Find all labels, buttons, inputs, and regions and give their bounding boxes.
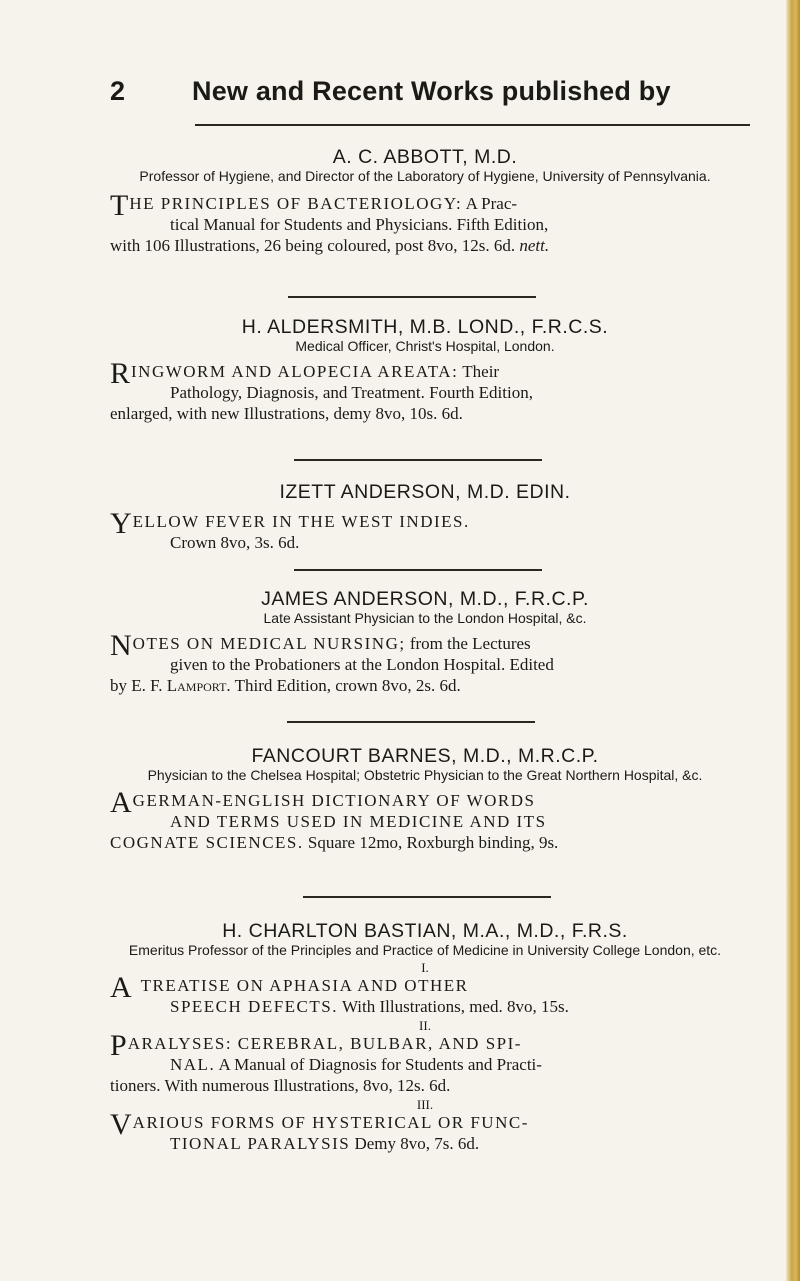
book-desc-line2: Pathology, Diagnosis, and Treatment. Fourth Edition, — [170, 383, 533, 402]
drop-initial: T — [110, 189, 129, 222]
book-editor-prefix: by E. F. — [110, 676, 163, 695]
book-title: INGWORM AND ALOPECIA AREATA: — [131, 362, 459, 381]
section-rule — [294, 459, 542, 461]
book-listing — [110, 629, 740, 696]
book-title: GERMAN-ENGLISH DICTIONARY OF WORDS — [132, 791, 536, 810]
book-listing — [110, 507, 740, 553]
book-desc-line3: tioners. With numerous Illustrations, 8vo, 12s. 6d. — [110, 1076, 451, 1095]
author-affiliation: Physician to the Chelsea Hospital; Obstetric Physician to the Great Northern Hospital, &c. — [147, 767, 703, 783]
book-desc-line2 — [170, 996, 740, 1017]
book-title-cont: SPEECH DEFECTS. — [170, 997, 338, 1016]
page-edge — [786, 0, 800, 1281]
author-affiliation: Professor of Hygiene, and Director of the Laboratory of Hygiene, University of Pennsylvania. — [139, 168, 711, 184]
book-title: ARALYSES: CEREBRAL, BULBAR, AND SPI- — [127, 1034, 522, 1053]
book-desc-text: A Manual of Diagnosis for Students and Practi- — [218, 1055, 542, 1074]
section-rule — [294, 569, 542, 571]
running-title: New and Recent Works published by — [192, 76, 671, 106]
book-desc-line2: Crown 8vo, 3s. 6d. — [170, 533, 300, 552]
book-listing — [110, 971, 740, 1017]
author-affiliation: Late Assistant Physician to the London Hospital, &c. — [263, 610, 587, 626]
author-name: H. CHARLTON BASTIAN, M.A., M.D., F.R.S. — [222, 920, 628, 942]
book-desc-line3 — [110, 235, 740, 256]
book-title: HE PRINCIPLES OF BACTERIOLOGY: — [129, 194, 463, 213]
book-desc-line2: AND TERMS USED IN MEDICINE AND ITS — [170, 812, 547, 831]
drop-initial: A — [110, 786, 132, 819]
book-title: OTES ON MEDICAL NURSING; — [132, 634, 406, 653]
book-desc-line3 — [110, 832, 740, 853]
entry-james-anderson — [110, 588, 740, 696]
book-title: ARIOUS FORMS OF HYSTERICAL OR FUNC- — [132, 1113, 529, 1132]
header-rule — [195, 124, 750, 126]
book-listing — [110, 1029, 740, 1096]
book-listing — [110, 189, 740, 256]
book-listing — [110, 1108, 740, 1154]
book-listing — [110, 786, 740, 853]
book-title-cont: TIONAL PARALYSIS — [170, 1134, 351, 1153]
book-editor-name: Lamport. — [166, 676, 231, 695]
book-desc-text: Square 12mo, Roxburgh binding, 9s. — [307, 833, 559, 852]
book-title-cont: NAL. — [170, 1055, 216, 1074]
author-name: FANCOURT BARNES, M.D., M.R.C.P. — [251, 745, 599, 767]
drop-initial: Y — [110, 507, 132, 540]
book-desc-line2: tical Manual for Students and Physicians. Fifth Edition, — [170, 215, 549, 234]
book-desc-line3: enlarged, with new Illustrations, demy 8vo, 10s. 6d. — [110, 404, 463, 423]
entry-izett-anderson — [110, 481, 740, 553]
book-desc-text: With Illustrations, med. 8vo, 15s. — [341, 997, 569, 1016]
author-name: IZETT ANDERSON, M.D. EDIN. — [279, 481, 571, 503]
entry-aldersmith — [110, 316, 740, 424]
book-desc-text: with 106 Illustrations, 26 being coloured, post 8vo, 12s. 6d. — [110, 236, 516, 255]
book-title: TREATISE ON APHASIA AND OTHER — [140, 976, 469, 995]
book-desc-line1: A Prac- — [465, 194, 518, 213]
author-name: JAMES ANDERSON, M.D., F.R.C.P. — [261, 588, 589, 610]
book-subject: COGNATE SCIENCES. — [110, 833, 304, 852]
section-rule — [288, 296, 536, 298]
book-desc-text: Third Edition, crown 8vo, 2s. 6d. — [234, 676, 461, 695]
author-name: H. ALDERSMITH, M.B. LOND., F.R.C.S. — [241, 316, 609, 338]
author-affiliation: Medical Officer, Christ's Hospital, London. — [295, 338, 555, 354]
drop-initial: R — [110, 357, 131, 390]
author-affiliation: Emeritus Professor of the Principles and Practice of Medicine in University College London, etc. — [128, 942, 722, 958]
author-name: A. C. ABBOTT, M.D. — [332, 146, 518, 168]
book-title: ELLOW FEVER IN THE WEST INDIES. — [132, 512, 470, 531]
entry-bastian — [110, 920, 740, 1154]
book-desc-line3 — [110, 675, 740, 696]
book-numeral: I. — [421, 960, 429, 975]
drop-initial: A — [110, 971, 132, 1004]
entry-fancourt-barnes — [110, 745, 740, 853]
book-price-note: nett. — [519, 236, 550, 255]
book-desc-line1: Their — [462, 362, 500, 381]
book-desc-line1: from the Lectures — [409, 634, 531, 653]
book-listing — [110, 357, 740, 424]
section-rule — [287, 721, 535, 723]
drop-initial: V — [110, 1108, 132, 1141]
book-numeral: II. — [419, 1018, 431, 1033]
book-desc-line2 — [170, 1133, 740, 1154]
entry-abbott — [110, 146, 740, 256]
book-desc-line2 — [170, 1054, 740, 1075]
drop-initial: P — [110, 1029, 127, 1062]
page-number: 2 — [110, 76, 126, 106]
section-rule — [303, 896, 551, 898]
drop-initial: N — [110, 629, 132, 662]
book-desc-text: Demy 8vo, 7s. 6d. — [354, 1134, 480, 1153]
book-numeral: III. — [416, 1097, 434, 1112]
book-desc-line2: given to the Probationers at the London Hospital. Edited — [170, 655, 554, 674]
